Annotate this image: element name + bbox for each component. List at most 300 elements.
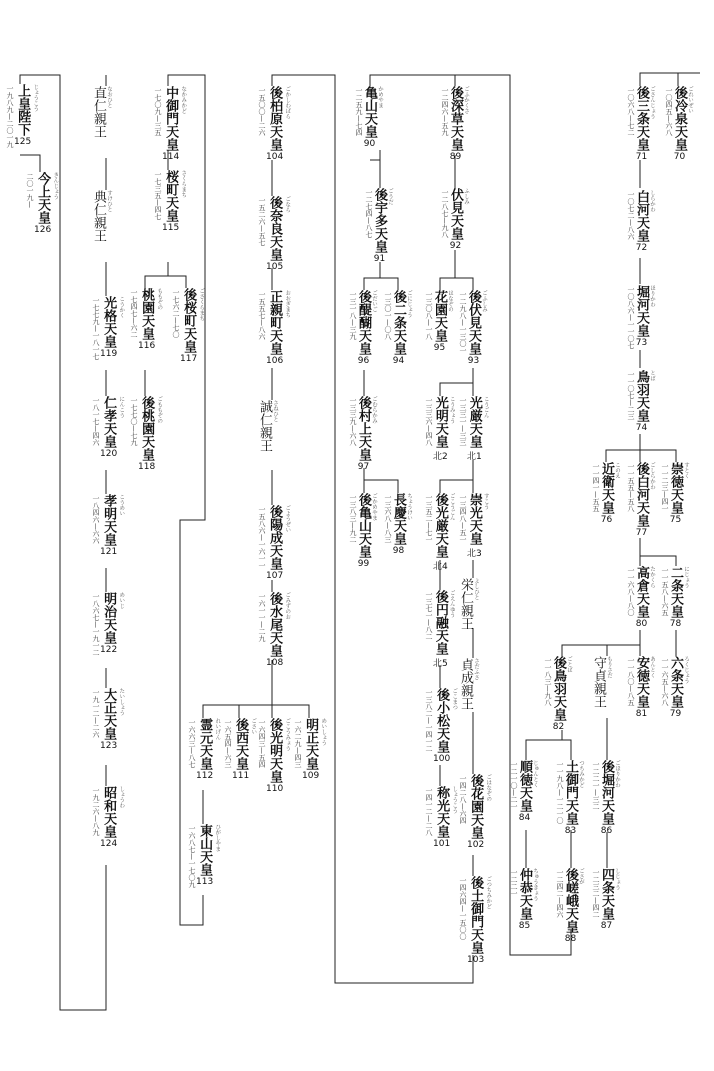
reign-number: 126 — [34, 225, 52, 235]
reign-years: 一三三六—四八 — [425, 397, 433, 446]
reign-number: 90 — [363, 139, 376, 149]
emperor-name: 桃園天皇 — [139, 288, 155, 340]
reign-number: 98 — [392, 546, 405, 556]
emperor-name: 崇徳天皇 — [668, 462, 683, 514]
emperor-name: 長慶天皇 — [391, 493, 406, 545]
emperor-n107 — [258, 505, 290, 581]
reign-years: 一二八七—九八 — [441, 189, 449, 238]
emperor-n116 — [130, 288, 162, 351]
reign-years: 一六二九—四三 — [294, 719, 302, 768]
emperor-name: 後柏原天皇 — [267, 86, 283, 151]
prince-psuke — [92, 190, 112, 242]
emperor-n99 — [349, 493, 377, 569]
reign-years: 一二二一 — [510, 869, 518, 897]
reign-number: 91 — [373, 254, 386, 264]
ruby-text: ごはなぞの — [485, 774, 492, 802]
ruby-text: たいしょう — [118, 688, 125, 716]
reign-years: 一五八六—一六一一 — [258, 506, 266, 569]
ruby-text: ごかめやま — [371, 493, 377, 521]
reign-number: 97 — [357, 462, 370, 472]
reign-years: 一六六三—八七 — [188, 719, 196, 768]
emperor-name: 六条天皇 — [668, 656, 683, 708]
reign-years: 一〇六八—七二 — [627, 87, 635, 136]
emperor-n95 — [425, 290, 453, 353]
ruby-text: ごむらかみ — [371, 396, 377, 424]
reign-number: 111 — [232, 771, 250, 781]
ruby-text: ももぞの — [156, 288, 163, 310]
emperor-name: 土御門天皇 — [563, 760, 578, 825]
reign-number: 109 — [302, 771, 320, 781]
emperor-name: 後水尾天皇 — [267, 592, 283, 657]
ruby-text: ごこうみょう — [284, 718, 291, 751]
emperor-name: 後亀山天皇 — [356, 493, 371, 558]
reign-number: 108 — [266, 658, 284, 668]
emperor-n98 — [384, 493, 412, 556]
reign-number: 118 — [138, 462, 156, 472]
ruby-text: ちゅうきょう — [532, 868, 538, 901]
emperor-n103 — [459, 876, 491, 965]
emperor-n115 — [154, 170, 186, 233]
reign-years: 一六一一—二九 — [258, 593, 266, 642]
reign-number: 113 — [196, 877, 214, 887]
ruby-text: ごふかくさ — [463, 86, 469, 114]
ruby-text: こうめい — [118, 494, 125, 516]
reign-years: 一一六五—六八 — [661, 657, 669, 706]
emperor-name: 東山天皇 — [197, 824, 213, 876]
emperor-name: 順徳天皇 — [517, 760, 532, 812]
reign-number: 北1 — [467, 452, 482, 462]
reign-number: 102 — [467, 840, 485, 850]
emperor-name: 後奈良天皇 — [267, 196, 283, 261]
reign-number: 81 — [635, 709, 648, 719]
emperor-n76 — [592, 462, 620, 525]
ruby-text: すけひと — [106, 190, 112, 212]
reign-number: 121 — [100, 547, 118, 557]
reign-number: 94 — [392, 356, 405, 366]
emperor-n81 — [627, 656, 655, 719]
emperor-name: 後宇多天皇 — [372, 188, 387, 253]
ruby-text: よしひと — [473, 578, 479, 600]
emperor-name: 称光天皇 — [434, 786, 450, 838]
reign-number: 北3 — [467, 549, 482, 559]
reign-years: 一七四七—六二 — [130, 289, 138, 338]
reign-number: 110 — [266, 784, 284, 794]
ruby-text: ごこまつ — [451, 688, 458, 710]
ruby-text: ごようぜい — [284, 505, 291, 533]
emperor-n75 — [661, 462, 689, 525]
emperor-name: 花園天皇 — [432, 290, 447, 342]
ruby-text: なかみかど — [180, 86, 187, 114]
emperor-name: 正親町天皇 — [267, 290, 283, 355]
reign-number: 103 — [467, 955, 485, 965]
emperor-n126 — [26, 172, 58, 235]
reign-years: 一四二八—六四 — [459, 775, 467, 824]
reign-number: 76 — [600, 515, 613, 525]
emperor-n89 — [441, 86, 469, 162]
emperor-name: 霊元天皇 — [197, 718, 213, 770]
ruby-text: はなぞの — [447, 290, 453, 312]
ruby-text: きんじょう — [52, 172, 59, 200]
reign-years: 一九一二—二六 — [92, 689, 100, 738]
emperor-n108 — [258, 592, 290, 668]
emperor-name: 光厳天皇 — [466, 396, 482, 448]
emperor-name: 崇光天皇 — [466, 493, 482, 545]
reign-years: 一三五二—七一 — [425, 494, 433, 543]
reign-years: 一七七〇—七九 — [130, 397, 138, 446]
emperor-n72 — [627, 190, 655, 253]
emperor-n117 — [172, 288, 204, 364]
reign-years: 一七三五—四七 — [154, 171, 162, 220]
ruby-text: すこう — [482, 493, 489, 510]
emperor-name: 後小松天皇 — [434, 688, 450, 753]
emperor-name: 近衛天皇 — [599, 462, 614, 514]
ruby-text: こうみょう — [448, 396, 455, 424]
emperor-name: 仁孝天皇 — [101, 396, 117, 448]
reign-years: 一〇八六—一一〇七 — [627, 286, 635, 349]
emperor-nn5 — [425, 590, 455, 669]
reign-years: 一三八二—一四一二 — [425, 689, 433, 752]
emperor-nn3 — [459, 493, 489, 559]
reign-number: 105 — [266, 262, 284, 272]
emperor-n93 — [459, 290, 487, 366]
emperor-n121 — [92, 494, 124, 557]
prince-pmori — [592, 656, 612, 708]
emperor-name: 安徳天皇 — [634, 656, 649, 708]
ruby-text: ごうだ — [387, 188, 393, 205]
emperor-name: 後花園天皇 — [468, 774, 484, 839]
emperor-n78 — [661, 566, 689, 629]
reign-years: 一二三二—四二 — [592, 869, 600, 918]
emperor-name: 後村上天皇 — [356, 396, 371, 461]
ruby-text: にじょう — [683, 566, 689, 588]
emperor-n120 — [92, 396, 124, 459]
reign-number: 78 — [669, 619, 682, 629]
emperor-n70 — [665, 86, 693, 162]
ruby-text: ごしらかわ — [649, 462, 655, 490]
emperor-name: 大正天皇 — [101, 688, 117, 740]
emperor-name: 後三条天皇 — [634, 86, 649, 151]
reign-years: 一七七九—一八一七 — [92, 297, 100, 360]
reign-years: 一〇四五—六八 — [665, 87, 673, 136]
reign-years: 一三七一—八二 — [425, 591, 433, 640]
reign-years: 一三一八—三九 — [349, 291, 357, 340]
reign-years: 一一九八—一二一〇 — [556, 761, 564, 824]
emperor-n105 — [258, 196, 290, 272]
emperor-name: 中御門天皇 — [163, 86, 179, 151]
ruby-text: こうかく — [118, 296, 125, 318]
ruby-text: ごつちみかど — [485, 876, 492, 909]
emperor-n100 — [425, 688, 457, 764]
ruby-text: ひがしやま — [214, 824, 221, 852]
ruby-text: ごこうごん — [448, 493, 455, 521]
reign-number: 122 — [100, 645, 118, 655]
reign-number: 88 — [564, 934, 577, 944]
reign-number: 70 — [673, 152, 686, 162]
emperor-nn2 — [425, 396, 455, 462]
emperor-name: 後伏見天皇 — [466, 290, 481, 355]
reign-years: 一五五七—八六 — [258, 291, 266, 340]
ruby-text: ごほりかわ — [614, 760, 620, 788]
emperor-n109 — [294, 718, 326, 781]
emperor-n92 — [441, 188, 469, 251]
reign-years: 一八四六—六六 — [92, 495, 100, 544]
reign-years: 一五二六—五七 — [258, 197, 266, 246]
emperor-n125 — [6, 84, 38, 148]
emperor-name: 仲恭天皇 — [517, 868, 532, 920]
reign-years: 一三三九—六八 — [349, 397, 357, 446]
emperor-name: 後光厳天皇 — [432, 493, 448, 558]
emperor-name: 誠仁親王 — [257, 400, 272, 452]
emperor-name: 貞成親王 — [458, 658, 473, 710]
reign-number: 106 — [266, 356, 284, 366]
ruby-text: もりさだ — [606, 656, 612, 678]
emperor-n124 — [92, 786, 124, 849]
emperor-name: 伏見天皇 — [448, 188, 463, 240]
emperor-n80 — [627, 566, 655, 629]
emperor-n87 — [592, 868, 620, 931]
ruby-text: ごふしみ — [481, 290, 487, 312]
emperor-n83 — [556, 760, 584, 836]
reign-number: 114 — [162, 152, 180, 162]
emperor-n96 — [349, 290, 377, 366]
ruby-text: ごとば — [566, 656, 572, 673]
emperor-name: 後冷泉天皇 — [672, 86, 687, 151]
emperor-name: 光明天皇 — [432, 396, 448, 448]
ruby-text: めいじ — [118, 592, 125, 609]
emperor-n77 — [627, 462, 655, 538]
emperor-name: 後土御門天皇 — [468, 876, 484, 954]
reign-number: 107 — [266, 571, 284, 581]
reign-number: 82 — [552, 722, 565, 732]
emperor-n106 — [258, 290, 290, 366]
ruby-text: つちみかど — [578, 760, 584, 788]
emperor-name: 光格天皇 — [101, 296, 117, 348]
ruby-text: ろくじょう — [683, 656, 689, 684]
ruby-text: ごだいご — [371, 290, 377, 312]
reign-years: 一一八三—九八 — [544, 657, 552, 706]
reign-years: 一二七四—八七 — [365, 189, 373, 238]
reign-years: 一二一〇—二一 — [510, 761, 518, 810]
emperor-n97 — [349, 396, 377, 472]
reign-number: 74 — [635, 423, 648, 433]
emperor-name: 後円融天皇 — [432, 590, 448, 655]
emperor-name: 直仁親王 — [91, 86, 106, 138]
ruby-text: このえ — [614, 462, 620, 479]
ruby-text: しじょう — [614, 868, 620, 890]
reign-years: 一一五八—六五 — [661, 567, 669, 616]
ruby-text: おおぎまち — [284, 290, 291, 318]
emperor-n101 — [425, 786, 457, 849]
reign-years: 一二四六—五九 — [441, 87, 449, 136]
emperor-name: 桜町天皇 — [163, 170, 179, 222]
ruby-text: じょうこう — [32, 84, 39, 112]
emperor-name: 孝明天皇 — [101, 494, 117, 546]
ruby-text: ごさい — [250, 718, 257, 735]
emperor-name: 後白河天皇 — [634, 462, 649, 527]
reign-number: 115 — [162, 223, 180, 233]
reign-number: 77 — [635, 528, 648, 538]
reign-years: 一九二六—八九 — [92, 787, 100, 836]
ruby-text: じゅんとく — [532, 760, 538, 788]
ruby-text: さくらまち — [180, 170, 187, 198]
emperor-n112 — [188, 718, 220, 781]
reign-number: 85 — [518, 921, 531, 931]
ruby-text: しょうわ — [118, 786, 125, 808]
ruby-text: ごさが — [578, 868, 584, 885]
reign-number: 89 — [449, 152, 462, 162]
ruby-text: さだふさ — [473, 658, 479, 680]
emperor-n118 — [130, 396, 162, 472]
emperor-n94 — [384, 290, 412, 366]
reign-number: 71 — [635, 152, 648, 162]
emperor-n79 — [661, 656, 689, 719]
reign-number: 87 — [600, 921, 613, 931]
emperor-name: 典仁親王 — [91, 190, 106, 242]
emperor-n110 — [258, 718, 290, 794]
reign-number: 123 — [100, 741, 118, 751]
reign-number: 80 — [635, 619, 648, 629]
ruby-text: れいげん — [214, 718, 221, 740]
reign-years: 一三六八—八三 — [384, 494, 392, 543]
reign-number: 83 — [564, 826, 577, 836]
emperor-n85 — [510, 868, 538, 931]
reign-number: 北5 — [433, 659, 448, 669]
reign-years: 一四六四—一五〇〇 — [459, 877, 467, 940]
ruby-text: あんとく — [649, 656, 655, 678]
reign-years: 二〇一九— — [26, 173, 34, 208]
reign-number: 104 — [266, 152, 284, 162]
emperor-n88 — [556, 868, 584, 944]
ruby-text: ごさくらまち — [198, 288, 205, 321]
emperor-name: 後陽成天皇 — [267, 505, 283, 570]
reign-years: 一一〇七—二三 — [627, 371, 635, 420]
reign-number: 北2 — [433, 452, 448, 462]
reign-years: 一一四一—五五 — [592, 463, 600, 512]
reign-years: 一二四二—四六 — [556, 869, 564, 918]
emperor-nn4 — [425, 493, 455, 572]
reign-number: 95 — [433, 343, 446, 353]
reign-years: 一二二一—三二 — [592, 761, 600, 810]
reign-years: 一六五四—六三 — [224, 719, 232, 768]
reign-years: 一三四八—五一 — [459, 494, 467, 543]
ruby-text: ごれいぜい — [687, 86, 693, 114]
emperor-name: 後嵯峨天皇 — [563, 868, 578, 933]
reign-years: 一八六七—一九一二 — [92, 593, 100, 656]
ruby-text: ふしみ — [463, 188, 469, 205]
emperor-n91 — [365, 188, 393, 264]
emperor-name: 栄仁親王 — [458, 578, 473, 630]
reign-years: 一六四三—五四 — [258, 719, 266, 768]
reign-number: 120 — [100, 449, 118, 459]
ruby-text: ごえんゆう — [448, 590, 455, 618]
emperor-n113 — [188, 824, 220, 888]
reign-number: 96 — [357, 356, 370, 366]
reign-years: 一三〇一—〇八 — [384, 291, 392, 340]
reign-number: 124 — [100, 839, 118, 849]
reign-number: 75 — [669, 515, 682, 525]
reign-years: 一三三一—三三 — [459, 397, 467, 446]
ruby-text: にんこう — [118, 396, 125, 418]
emperor-name: 四条天皇 — [599, 868, 614, 920]
ruby-text: ごにじょう — [406, 290, 412, 318]
reign-number: 101 — [433, 839, 451, 849]
ruby-text: ごさんじょう — [649, 86, 655, 119]
reign-years: 一五〇〇—二六 — [258, 87, 266, 136]
emperor-name: 白河天皇 — [634, 190, 649, 242]
emperor-n122 — [92, 592, 124, 656]
emperor-name: 鳥羽天皇 — [634, 370, 649, 422]
emperor-name: 後深草天皇 — [448, 86, 463, 151]
emperor-n82 — [544, 656, 572, 732]
reign-number: 116 — [138, 341, 156, 351]
emperor-name: 後桜町天皇 — [181, 288, 197, 353]
emperor-name: 後西天皇 — [233, 718, 249, 770]
reign-years: 一三八三—九二 — [349, 494, 357, 543]
emperor-name: 明正天皇 — [303, 718, 319, 770]
emperor-n119 — [92, 296, 124, 360]
emperor-n73 — [627, 285, 655, 349]
emperor-n86 — [592, 760, 620, 836]
reign-number: 99 — [357, 559, 370, 569]
reign-number: 117 — [180, 354, 198, 364]
emperor-name: 今上天皇 — [35, 172, 51, 224]
emperor-n71 — [627, 86, 655, 162]
ruby-text: しらかわ — [649, 190, 655, 212]
emperor-n123 — [92, 688, 124, 751]
reign-years: 一二五九—七四 — [355, 87, 363, 136]
emperor-name: 亀山天皇 — [362, 86, 377, 138]
ruby-text: ごかしわばら — [284, 86, 291, 119]
ruby-text: ごみずのお — [284, 592, 291, 620]
ruby-text: さねひと — [272, 400, 278, 422]
reign-number: 100 — [433, 754, 451, 764]
ruby-text: ごなら — [284, 196, 291, 213]
emperor-n90 — [355, 86, 383, 149]
reign-number: 79 — [669, 709, 682, 719]
emperor-name: 二条天皇 — [668, 566, 683, 618]
emperor-name: 守貞親王 — [591, 656, 606, 708]
emperor-name: 昭和天皇 — [101, 786, 117, 838]
reign-years: 一七〇九—三五 — [154, 87, 162, 136]
emperor-name: 上皇陛下 — [15, 84, 31, 136]
ruby-text: めいしょう — [320, 718, 327, 746]
reign-years: 一〇七二—八六 — [627, 191, 635, 240]
reign-years: 一二九八—一三〇一 — [459, 291, 467, 354]
reign-number: 92 — [449, 241, 462, 251]
reign-number: 86 — [600, 826, 613, 836]
reign-years: 一一二三—四一 — [661, 463, 669, 512]
ruby-text: こうごん — [482, 396, 489, 418]
emperor-name: 高倉天皇 — [634, 566, 649, 618]
emperor-name: 後醍醐天皇 — [356, 290, 371, 355]
ruby-text: かめやま — [377, 86, 383, 108]
emperor-name: 堀河天皇 — [634, 285, 649, 337]
prince-pnao — [92, 86, 112, 138]
ruby-text: なおひと — [106, 86, 112, 108]
prince-pyoshi — [459, 578, 479, 630]
reign-years: 一一六八—八〇 — [627, 567, 635, 616]
ruby-text: すとく — [683, 462, 689, 479]
ruby-text: たかくら — [649, 566, 655, 588]
reign-number: 119 — [100, 349, 118, 359]
reign-years: 一一八〇—八五 — [627, 657, 635, 706]
reign-years: 一六八七—一七〇九 — [188, 825, 196, 888]
reign-number: 112 — [196, 771, 214, 781]
emperor-n114 — [154, 86, 186, 162]
emperor-name: 明治天皇 — [101, 592, 117, 644]
reign-number: 北4 — [433, 562, 448, 572]
emperor-name: 後堀河天皇 — [599, 760, 614, 825]
